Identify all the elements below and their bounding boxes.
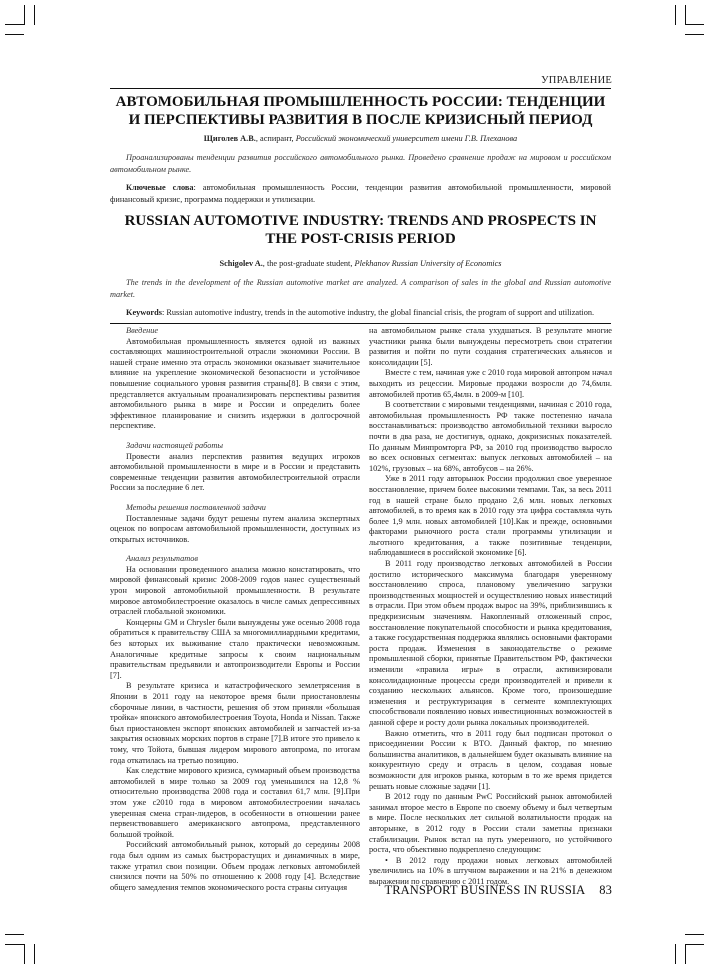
paragraph: В результате кризиса и катастрофического землетрясения в Японии в 2011 году на некоторое время были приостановлены сборочные линии, в частности, решения об этом приняли «большая тройка» японского автомобилестроения Toyota, Honda и Nissan. Также был приостановлен экспорт японских автомобилей и запчастей из-за закрытия основных морских портов в стране [7].В итоге это привело к тому, что Тойота, бывшая лидером мирового автопрома, по итогам года откатилась на третью позицию.: [110, 681, 360, 765]
paragraph: Как следствие мирового кризиса, суммарный объем производства автомобилей в мире только за 2009 год уменьшился на 12,8 % относительно производства 2008 года и составил 61,7 млн. [9].При этом уже с2010 года в мировом автомобилестроении началась уверенная смена стран-лидеров, в особенности в отношении ранее первенствовавшего американского автопрома, представленного большой тройкой.: [110, 766, 360, 839]
article-title-en: RUSSIAN AUTOMOTIVE INDUSTRY: TRENDS AND PROSPECTS IN THE POST-CRISIS PERIOD: [124, 213, 597, 247]
crop-mark: [685, 944, 704, 945]
crop-mark: [5, 934, 24, 935]
body-rule: [110, 323, 611, 324]
paragraph: Автомобильная промышленность является одной из важных составляющих машиностроительной отрасли экономики России. В нашей стране именно эта отрасль экономики оказывает значительное влияние на укрепление экономической безопасности и устойчивое повышение социального уровня развития страны[8]. В связи с этим, представляется актуальным проанализировать перспективы развития автомобильного рынка в мире и России и определить более эффективное планирование и снизить издержки в долгосрочной перспективе.: [110, 336, 360, 431]
paragraph: Важно отметить, что в 2011 году был подписан протокол о присоединении России к ВТО. Данный фактор, по мнению большинства аналитиков, в дальнейшем будет оказывать влияние на конкурентную среду и отрасль в целом, создавая новые возможности для игроков рынка, которым в то же время придется решать новые сложные задачи [1].: [369, 728, 612, 791]
section-label: УПРАВЛЕНИЕ: [541, 75, 612, 86]
keywords-label-ru: Ключевые слова: [126, 183, 194, 192]
paragraph: В 2011 году производство легковых автомобилей в России достигло исторического максимума благодаря уверенному восстановлению спроса, плановому увеличению загрузки производственных мощностей и осуществлению новых инвестиций в отрасли. При этом объем продаж вырос на 39%, приблизившись к предкризисным значениям. Накопленный отложенный спрос, восстановление покупательной способности и рынка кредитования, а также государственная поддержка являлись основными факторами роста продаж. Изменения в законодательстве о режиме промышленной сборки, принятые Правительством РФ, фактически изменили «правила игры» в отрасли, активизировали консолидационные процессы среди производителей и привели к созданию нескольких альянсов. Кроме того, произошедшие изменения и реструктуризация в сегменте комплектующих способствовали появлению новых инвестиционных возможностей в данной сфере и росту доли рынка локальных производителей.: [369, 559, 612, 727]
keywords-text-ru: : автомобильная промышленность России, тенденции развития автомобильной промышленности, мировой финансовый кризис, программа поддержки и утилизации.: [110, 183, 611, 204]
crop-mark: [685, 944, 686, 964]
crop-mark: [34, 944, 35, 964]
author-role-ru: , аспирант,: [255, 134, 296, 143]
paragraph: Российский автомобильный рынок, который до середины 2008 года был одним из самых быстрорастущих и динамичных в мире, также утратил свои позиции. Объем продаж легковых автомобилей снизился почти на 50% по отношению к 2008 году [4]. Вследствие общего замедления темпов экономического роста страны ситуация: [110, 840, 360, 892]
author-line-ru: [110, 134, 611, 143]
paragraph: Вместе с тем, начиная уже с 2010 года мировой автопром начал выходить из рецессии. Мировые продажи возросли до 74,6млн. автомобилей против 65,4млн. в 2009-м [10].: [369, 368, 612, 399]
crop-mark: [675, 5, 676, 25]
body-column-right: [369, 325, 612, 887]
paragraph: В соответствии с мировыми тенденциями, начиная с 2010 года, автомобильная промышленность РФ также постепенно начала восстанавливаться: производство автомобильной техники выросло почти в два раза, не достигнув, однако, докризисных показателей. По данным Минпромторга РФ, за 2010 год производство выросло во всех основных сегментах: выпуск легковых автомобилей – на 102%, грузовых – на 68%, автобусов – на 26%.: [369, 400, 612, 473]
abstract-ru: Проанализированы тенденции развития российского автомобильного рынка. Проведено сравнение продаж на мировом и российском автомобильном рынке.: [110, 153, 611, 174]
crop-mark: [5, 34, 24, 35]
paragraph: В 2012 году по данным PwC Российский рынок автомобилей занимал второе место в Европе по своему объему и был четвертым в мире. После нескольких лет сильной волатильности продаж на авторынке, в 2012 году в России стали заметны признаки стабилизации. Рынок встал на путь умеренного, но устойчивого роста, что объективно подкреплено следующим:: [369, 792, 612, 855]
paragraph: на автомобильном рынке стала ухудшаться. В результате многие участники рынка были вынуждены пересмотреть свои стратегии развития и пойти по пути создания стратегических альянсов и консолидации [5].: [369, 326, 612, 367]
crop-mark: [5, 944, 24, 945]
crop-mark: [24, 944, 25, 964]
author-affiliation-en: Plekhanov Russian University of Economics: [354, 259, 502, 268]
abstract-en: The trends in the development of the Russian automotive market are analyzed. A comparison of sales in the global and Russian automotive market.: [110, 278, 611, 299]
crop-mark: [685, 24, 704, 25]
keywords-text-en: : Russian automotive industry, trends in the automotive industry, the global financial crisis, the program of support and utilization.: [161, 308, 595, 317]
article-title-ru: АВТОМОБИЛЬНАЯ ПРОМЫШЛЕННОСТЬ РОССИИ: ТЕНДЕНЦИИ И ПЕРСПЕКТИВЫ РАЗВИТИЯ В ПОСЛЕ КРИЗИСНЫЙ ПЕРИОД: [115, 94, 606, 128]
crop-mark: [5, 24, 24, 25]
paragraph: Уже в 2011 году авторынок России продолжил свое уверенное восстановление, причем более высокими темпами. Так, за весь 2011 год в нашей стране было продано 2,6 млн. новых легковых автомобилей, в то время как в 2010 году эта цифра составляла чуть более 1,9 млн. новых автомобилей [10].Как и прежде, основными факторами рыночного роста стали программы утилизации и льготного кредитования, а также позитивные тенденции, наблюдавшиеся в российской экономике [6].: [369, 474, 612, 558]
section-heading-methods: Методы решения поставленной задачи: [126, 502, 266, 512]
paragraph: На основании проведенного анализа можно констатировать, что мировой финансовый кризис 2008-2009 годов нанес существенный урон мировой автомобильной промышленности. В результате мировое автомобилестроение оказалось в числе самых депрессивных отраслей глобальной экономики.: [110, 564, 360, 617]
crop-mark: [24, 5, 25, 25]
crop-mark: [685, 34, 704, 35]
author-affiliation-ru: Российский экономический университет имени Г.В. Плеханова: [295, 134, 518, 143]
author-line-en: [110, 259, 611, 268]
author-name-en: Schigolev A.: [219, 259, 263, 268]
journal-name: TRANSPORT BUSINESS IN RUSSIA: [384, 883, 586, 897]
bullet-paragraph: • В 2012 году продажи новых легковых автомобилей увеличились на 10% в штучном выражении и на 21% в денежном выражении по сравнению с 2011 годом.: [369, 855, 612, 886]
crop-mark: [34, 5, 35, 25]
keywords-en: [110, 307, 611, 319]
body-column-left: [110, 325, 360, 893]
page-number: 83: [599, 883, 612, 897]
header-rule: [110, 88, 611, 89]
section-heading-tasks: Задачи настоящей работы: [126, 440, 224, 450]
crop-mark: [675, 944, 676, 964]
section-heading-intro: Введение: [126, 326, 159, 335]
paragraph: Провести анализ перспектив развития ведущих игроков автомобильной промышленности в мире и в России и представить современные тенденции развития автомобилестроительной отрасли России за последние 6 лет.: [110, 451, 360, 493]
keywords-label-en: Keywords: [126, 308, 162, 317]
paragraph: Концерны GM и Chrysler были вынуждены уже осенью 2008 года обратиться к правительству США за многомиллиардными кредитами, без которых их выживание стало практически невозможным. Аналогичные кредитные запросы к своим национальным правительствам предъявили и автопроизводители Европы и России [7].: [110, 617, 360, 680]
author-name-ru: Щиголев А.В.: [203, 134, 256, 143]
author-role-en: , the post-graduate student,: [262, 259, 355, 268]
crop-mark: [685, 934, 704, 935]
running-footer: [384, 883, 612, 898]
keywords-ru: [110, 182, 611, 206]
section-heading-results: Анализ результатов: [126, 554, 199, 564]
crop-mark: [685, 5, 686, 25]
paragraph: Поставленные задачи будут решены путем анализа экспертных оценок по вопросам автомобильной промышленности, доступных из открытых источников.: [110, 513, 360, 544]
